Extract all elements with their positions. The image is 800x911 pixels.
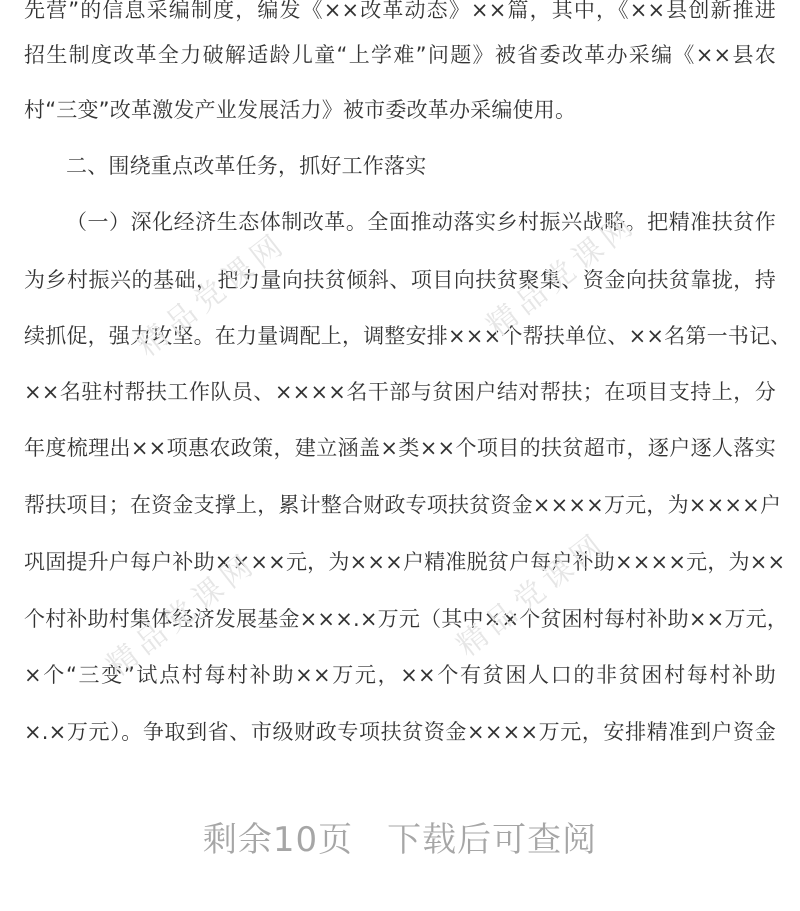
- text-line-7: 续抓促，强力攻坚。在力量调配上，调整安排×××个帮扶单位、××名第一书记、: [24, 324, 792, 348]
- text-line-1: 先营”的信息采编制度，编发《××改革动态》××篇，其中，《××县创新推进: [24, 0, 776, 22]
- download-to-view-label: 下载后可查阅: [387, 820, 598, 860]
- text-line-8: ××名驻村帮扶工作队员、××××名干部与贫困户结对帮扶；在项目支持上，分: [24, 380, 776, 404]
- download-prompt[interactable]: [0, 812, 800, 861]
- text-line-14: ×.×万元）。争取到省、市级财政专项扶贫资金××××万元，安排精准到户资金: [24, 720, 776, 744]
- text-line-12: 个村补助村集体经济发展基金×××.×万元（其中××个贫困村每村补助××万元，: [24, 607, 789, 631]
- watermark-1: 精品党课网: [130, 225, 294, 364]
- text-line-5: （一）深化经济生态体制改革。全面推动落实乡村振兴战略。把精准扶贫作: [66, 210, 776, 234]
- text-line-9: 年度梳理出××项惠农政策，建立涵盖×类××个项目的扶贫超市，逐户逐人落实: [24, 436, 776, 460]
- remaining-pages-label: 剩余10页: [202, 820, 354, 860]
- text-line-3: 村“三变”改革激发产业发展活力》被市委改革办采编使用。: [24, 98, 577, 122]
- watermark-4: 精品党课网: [450, 525, 614, 664]
- text-line-13: ×个“三变”试点村每村补助××万元，××个有贫困人口的非贫困村每村补助: [24, 663, 776, 687]
- section-heading: 二、围绕重点改革任务，抓好工作落实: [66, 154, 427, 178]
- watermark-3: 精品党课网: [100, 545, 264, 684]
- text-line-10: 帮扶项目；在资金支撑上，累计整合财政专项扶贫资金××××万元，为××××户: [24, 493, 782, 517]
- text-line-2: 招生制度改革全力破解适龄儿童“上学难”问题》被省委改革办采编《××县农: [24, 43, 776, 67]
- text-line-11: 巩固提升户每户补助××××元，为×××户精准脱贫户每户补助××××元，为××: [24, 550, 786, 574]
- text-line-6: 为乡村振兴的基础，把力量向扶贫倾斜、项目向扶贫聚集、资金向扶贫靠拢，持: [24, 268, 776, 292]
- watermark-2: 精品党课网: [480, 205, 644, 344]
